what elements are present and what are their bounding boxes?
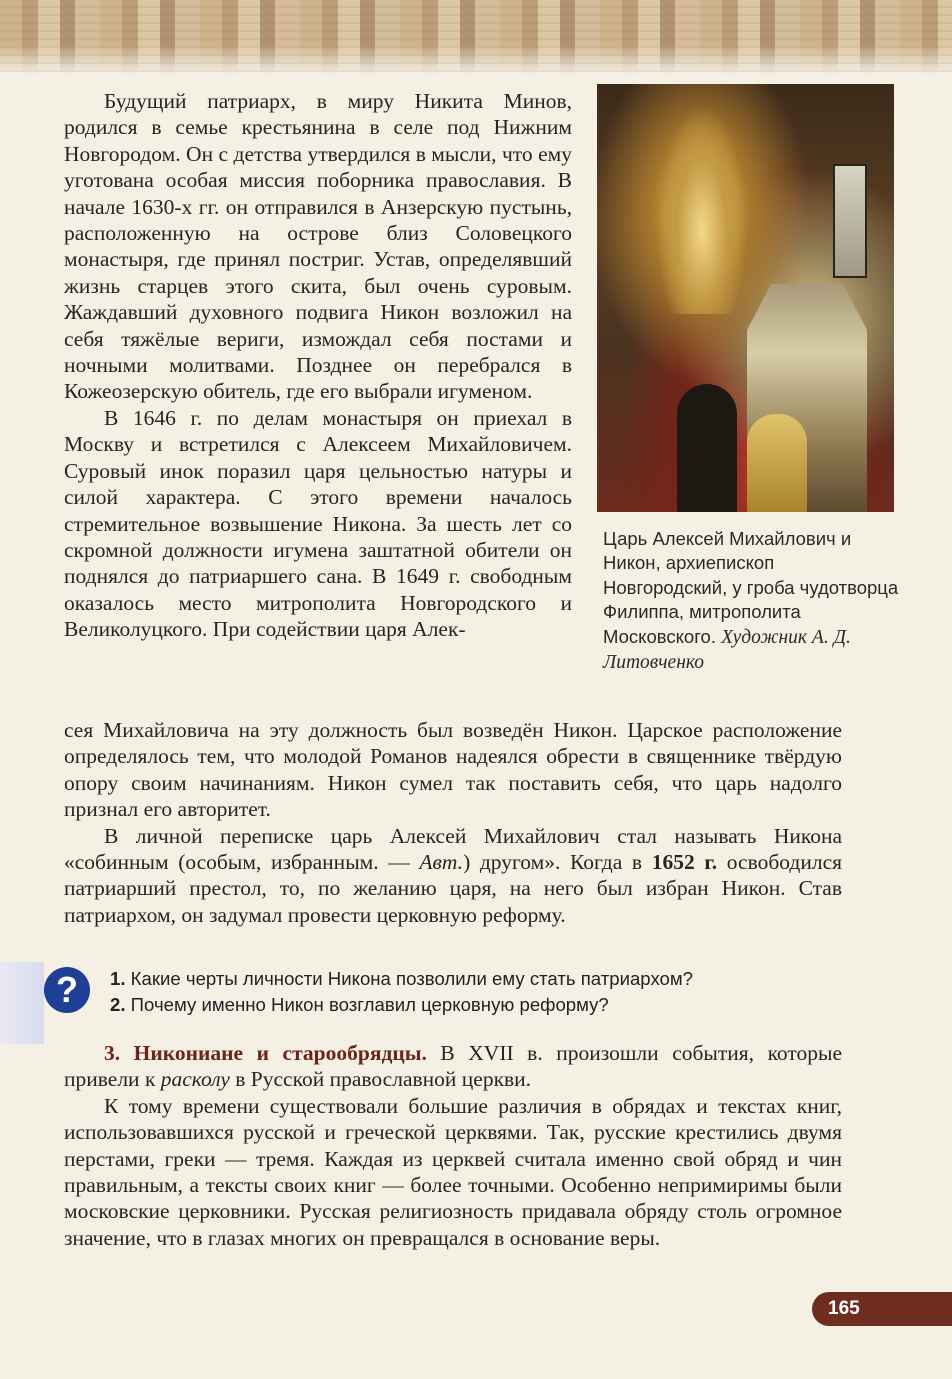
section-3-text-a: В XVII в. произошли события, которые привели к xyxy=(64,1041,842,1092)
paragraph-moscow-meeting: В 1646 г. по делам монастыря он приехал в Москву и встретился с Алексеем Михайловичем. Суровый инок поразил царя цельностью натуры и силой характера. С этого времени началось стремительное возвышение Никона. За шесть лет со скромной должности игумена заштатной обители он поднялся до патриаршего сана. В 1649 г. свободным оказалось место митрополита Новгородского и Великолуцкого. При содействии царя Алек- xyxy=(64,405,572,642)
paragraph-rite-differences: К тому времени существовали большие различия в обрядах и текстах книг, использовавшихся русской и греческой церквями. Так, русские крестились двумя перстами, греки — тремя. Каждая из церквей считала именно свой обряд и чин правильным, а тексты своих книг — более точными. Особенно непримиримы были московские церковники. Русская религиозность придавала обряду столь огромное значение, что в глазах многих он превращался в основание веры. xyxy=(64,1093,842,1250)
question-1-number: 1. xyxy=(110,968,126,989)
question-1 xyxy=(110,966,850,992)
question-1-text: Какие черты личности Никона позволили ему стать патриархом? xyxy=(125,968,693,989)
paragraph-nikon-biography: Будущий патриарх, в миру Никита Минов, родился в семье крестьянина в селе под Нижним Новгородом. Он с детства утвердился в мысли, что ему уготована особая миссия поборника православия. В начале 1630-х гг. он отправился в Анзерскую пустынь, расположенную на острове близ Соловецкого монастыря, где принял постриг. Устав, определявший жизнь старцев этого скита, был очень суровым. Жаждавший духовного подвига Никон возложил на себя тяжёлые вериги, измождал себя постами и ночными молитвами. Позднее он перебрался в Кожеозерскую обитель, где его выбрали игуменом. xyxy=(64,89,572,404)
section-3 xyxy=(64,1040,842,1251)
caption-main: Царь Алексей Михайлович и Никон, архиепископ Новгородский, у гроба чудотворца Филиппа, митрополита Московского. xyxy=(603,528,899,647)
painting-window xyxy=(833,164,867,278)
header-decorative-band xyxy=(0,0,952,74)
text-column-full xyxy=(64,717,842,928)
painting-illustration xyxy=(597,84,894,512)
question-2-number: 2. xyxy=(110,993,126,1015)
p3-text-c: освободился патриарший престол, то, по желанию царя, на него был избран Никон. Став патриархом, он задумал провести церковную реформу. xyxy=(64,850,843,927)
painting-figure-dark xyxy=(677,384,737,512)
section-3-intro xyxy=(64,1040,842,1093)
painting-chandelier xyxy=(657,104,747,314)
question-2 xyxy=(110,992,850,1018)
section-3-title: 3. Никониане и старообрядцы. xyxy=(104,1041,427,1065)
question-2-text: Почему именно Никон возглавил церковную реформу? xyxy=(125,993,609,1015)
section-3-text-b: в Русской православной церкви. xyxy=(229,1067,532,1092)
p3-text-b: ) другом». Когда в xyxy=(463,850,652,875)
p3-text-a: В личной переписке царь Алексей Михайлович стал называть Никона «собинным (особым, избранным. — xyxy=(64,823,842,875)
p3-avt: Авт. xyxy=(419,850,464,875)
p3-year: 1652 г. xyxy=(651,850,718,875)
section-3-raskol: расколу xyxy=(160,1067,230,1092)
page-number: 165 xyxy=(812,1292,952,1326)
text-column-left xyxy=(64,88,572,643)
painting-figure-gold xyxy=(747,414,807,512)
figure-caption xyxy=(603,527,903,675)
caption-artist: Художник А. Д. Литовченко xyxy=(603,626,851,674)
questions-side-tab xyxy=(0,962,44,1044)
paragraph-continuation: сея Михайловича на эту должность был возведён Никон. Царское расположение определялось тем, что молодой Романов надеялся обрести в священнике твёрдую опору своим начинаниям. Никон сумел так поставить себя, что царь надолго признал его авторитет. xyxy=(64,718,842,822)
paragraph-patriarch xyxy=(64,823,842,929)
question-mark-icon: ? xyxy=(44,967,90,1013)
review-questions xyxy=(110,966,850,1017)
